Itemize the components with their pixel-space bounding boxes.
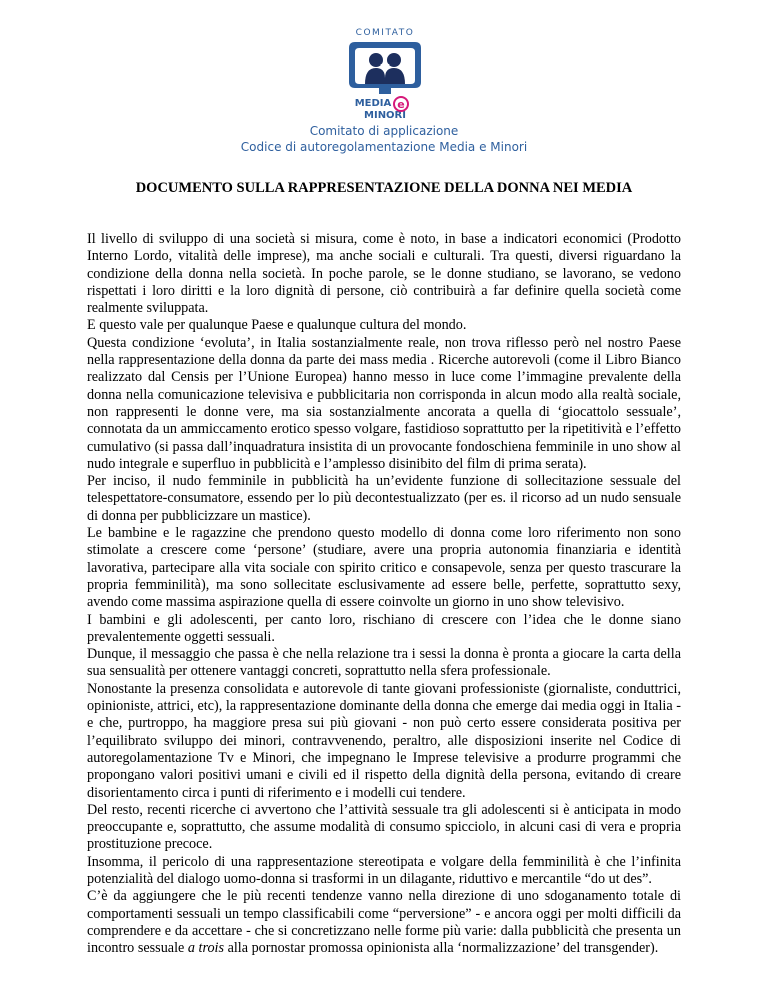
paragraph-last-text: C’è da aggiungere che le più recenti tendenze vanno nella direzione di uno sdoganamento totale di comportamenti sessuali un tempo classificabili come “perversione” - e ancora oggi per molti difficili da comprendere e da accettare - che si concretizzano nelle forme più varie: dalla pubblicità che presenta un incontro sessuale [87,888,681,957]
document-title: DOCUMENTO SULLA RAPPRESENTAZIONE DELLA DONNA NEI MEDIA [135,180,633,196]
paragraph: I bambini e gli adolescenti, per canto loro, rischiano di crescere con l’idea che le donne siano prevalentemente oggetti sessuali. [87,611,681,645]
paragraph: Questa condizione ‘evoluta’, in Italia sostanzialmente reale, non trova riflesso però nel nostro Paese nella rappresentazione della donna da parte dei mass media . Ricerche autorevoli (come il Libro Bianco realizzato dal Censis per l’Unione Europea) hanno messo in luce come l’immagine prevalente della donna nella comunicazione televisiva e pubblicitaria non corrisponda in alcun modo alla realtà sociale, non rappresenti le donne vere, ma sia sostanzialmente ancorata a quella di ‘giocattolo sessuale’, connotata da un ammiccamento erotico spesso volgare, fastidioso soprattutto per la ripetitività e l’effetto cumulativo (si passa dall’inquadratura insistita di un provocante fondoschiena femminile in uno show al nudo integrale e superfluo in pubblicità e l’amplesso disinibito del film di prima serata). [87,334,681,472]
header-committee-line: Comitato di applicazione [309,124,459,138]
committee-logo [335,28,435,120]
paragraph-last [87,888,681,957]
paragraph: Insomma, il pericolo di una rappresentazione stereotipata e volgare della femminilità è che l’infinita potenzialità del dialogo uomo-donna si trasformi in un dilagante, riduttivo e mercantile “do ut des”. [87,853,681,887]
paragraph: Del resto, recenti ricerche ci avvertono che l’attività sessuale tra gli adolescenti si è anticipata in modo preoccupante e, soprattutto, che assume modalità di consumo spicciolo, in alcuni casi di vera e propria prostituzione precoce. [87,801,681,853]
logo-brand-e: e [397,98,405,111]
logo-brand-line2: MINORI [364,110,406,120]
document-body [87,231,681,957]
paragraph-last-tail: alla pornostar promossa opinionista alla ‘normalizzazione’ del transgender). [224,940,659,957]
paragraph: Le bambine e le ragazzine che prendono questo modello di donna come loro riferimento non sono stimolate a crescere come ‘persone’ (studiare, avere una propria autonomia finanziaria e identità lavorativa, partecipare alla vita sociale con spirito critico e consapevole, senza per questo trascurare la propria femminilità), ma sono sollecitate esclusivamente ad essere belle, perfette, soprattutto sexy, avendo come massima aspirazione quella di essere coinvolte un giorno in uno show televisivo. [87,525,681,611]
paragraph: E questo vale per qualunque Paese e qualunque cultura del mondo. [87,317,467,334]
header-code-line: Codice di autoregolamentazione Media e Minori [240,140,528,154]
paragraph: Il livello di sviluppo di una società si misura, come è noto, in base a indicatori economici (Prodotto Interno Lordo, vitalità delle imprese), ma anche sociali e culturali. Tra questi, diversi riguardano la condizione della donna nella società. In poche parole, se le donne studiano, se lavorano, se vedono rispettati i loro diritti e la loro dignità di persone, ciò contribuirà a far definire quella società come realmente sviluppata. [87,231,681,317]
paragraph: Dunque, il messaggio che passa è che nella relazione tra i sessi la donna è pronta a giocare la carta della sua sensualità per ottenere vantaggi concreti, soprattutto nella sfera professionale. [87,646,681,680]
paragraph: Per inciso, il nudo femminile in pubblicità ha un’evidente funzione di sollecitazione sessuale del telespettatore-consumatore, essendo per lo più decontestualizzato (per es. il ricorso ad un nudo sensuale di donna per pubblicizzare un mastice). [87,473,681,524]
paragraph: Nonostante la presenza consolidata e autorevole di tante giovani professioniste (giornaliste, conduttrici, opinioniste, attrici, etc), la rappresentazione dominante della donna che emerge dai media oggi in Italia - e che, purtroppo, ha maggiore presa sui più giovani - non può certo essere considerata positiva per l’equilibrato sviluppo dei minori, contravvenendo, peraltro, alle disposizioni inserite nel Codice di autoregolamentazione Tv e Minori, che impegnano le Imprese televisive a produrre programmi che propongano valori positivi umani e civili ed il rispetto della dignità della persona, evitando di creare disorientamento circa i punti di riferimento e i modelli cui tendere. [87,680,681,801]
two-children-silhouette-icon [345,38,425,120]
italic-phrase: a trois [187,940,225,957]
logo-brand-line1: MEDIA [354,98,392,109]
logo-top-text: COMITATO [355,28,415,38]
